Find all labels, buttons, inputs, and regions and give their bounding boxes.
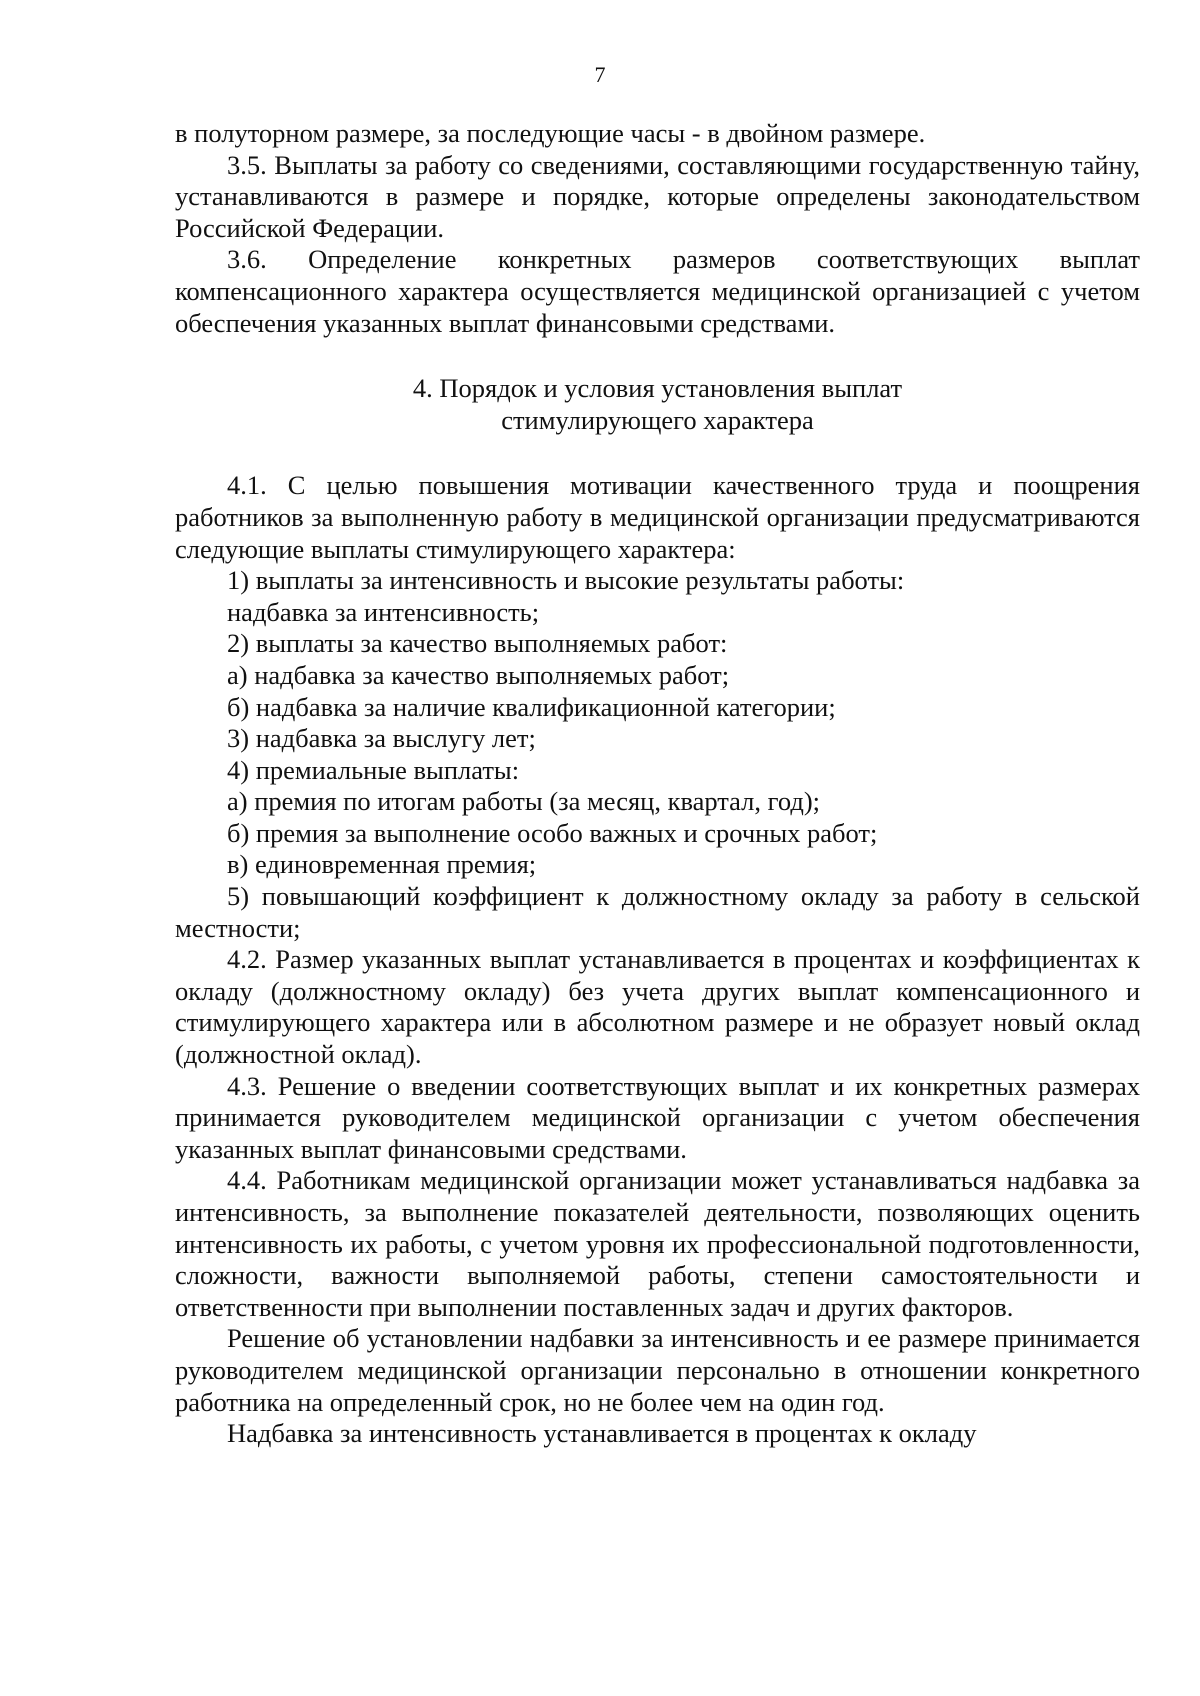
section-heading-line-1: 4. Порядок и условия установления выплат [412,373,903,404]
paragraph-4-1: 4.1. С целью повышения мотивации качественного труда и поощрения работников за выполненную работу в медицинской организации предусматриваются следующие выплаты стимулирующего характера: [175,470,1140,564]
list-item: а) премия по итогам работы (за месяц, квартал, год); [227,786,821,817]
list-item: 4) премиальные выплаты: [227,754,520,785]
list-item: 1) выплаты за интенсивность и высокие результаты работы: [227,565,905,596]
list-item: б) премия за выполнение особо важных и срочных работ; [227,817,878,848]
list-item: надбавка за интенсивность; [227,596,540,627]
list-item: 2) выплаты за качество выполняемых работ: [227,628,728,659]
list-item: 3) надбавка за выслугу лет; [227,723,536,754]
paragraph-3-5: 3.5. Выплаты за работу со сведениями, составляющими государственную тайну, устанавливаются в размере и порядке, которые определены законодательством Российской Федерации. [175,149,1140,243]
section-heading-line-2: стимулирующего характера [501,404,814,435]
page-number: 7 [594,62,606,87]
list-item: б) надбавка за наличие квалификационной категории; [227,691,836,722]
paragraph-continuation: в полуторном размере, за последующие часы - в двойном размере. [175,118,926,148]
document-body [175,118,1140,1450]
paragraph-4-3: 4.3. Решение о введении соответствующих выплат и их конкретных размерах принимается руководителем медицинской организации с учетом обеспечения указанных выплат финансовыми средствами. [175,1070,1140,1164]
paragraph-last: Надбавка за интенсивность устанавливается в процентах к окладу [227,1418,977,1449]
paragraph-4-4: 4.4. Работникам медицинской организации может устанавливаться надбавка за интенсивность, за выполнение показателей деятельности, позволяющих оценить интенсивность их работы, с учетом уровня их профессиональной подготовленности, сложности, важности выполняемой работы, степени самостоятельности и ответственности при выполнении поставленных задач и других факторов. [175,1165,1140,1322]
list-item: в) единовременная премия; [227,849,537,880]
list-item-5: 5) повышающий коэффициент к должностному окладу за работу в сельской местности; [175,881,1140,943]
paragraph-decision: Решение об установлении надбавки за интенсивность и ее размере принимается руководителем медицинской организации персонально в отношении конкретного работника на определенный срок, но не более чем на один год. [175,1323,1140,1417]
list-item: а) надбавка за качество выполняемых работ; [227,659,730,690]
paragraph-4-2: 4.2. Размер указанных выплат устанавливается в процентах и коэффициентах к окладу (должностному окладу) без учета других выплат компенсационного и стимулирующего характера или в абсолютном размере и не образует новый оклад (должностной оклад). [175,944,1140,1070]
paragraph-3-6: 3.6. Определение конкретных размеров соответствующих выплат компенсационного характера осуществляется медицинской организацией с учетом обеспечения указанных выплат финансовыми средствами. [175,244,1140,338]
section-heading [175,373,1140,436]
stimulus-payments-list [175,565,1140,881]
